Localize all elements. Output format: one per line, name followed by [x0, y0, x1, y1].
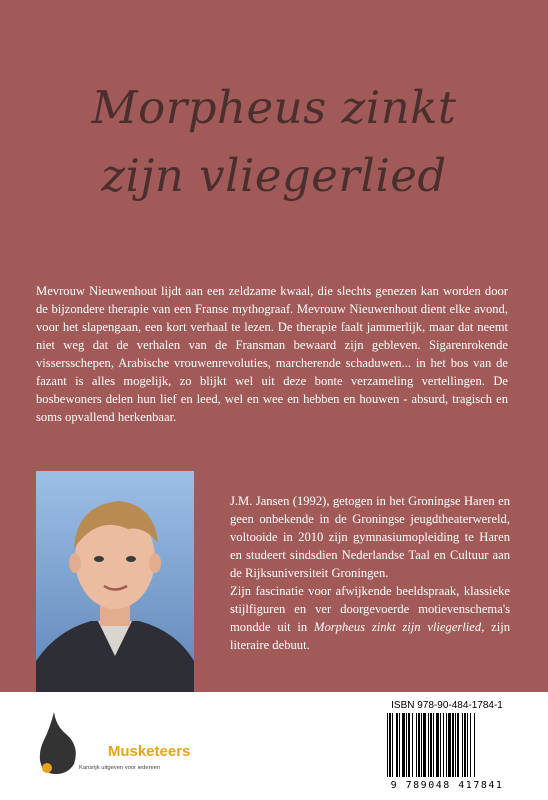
- author-bio-paragraph1: J.M. Jansen (1992), getogen in het Groningse Haren en geen onbekende in de Groningse jeugdtheaterwereld, voltooide in 2010 zijn gymnasiumopleiding te Haren en studeert sindsdien Nederlandse Taal en Cultuur aan de Rijksuniversiteit Groningen.: [230, 494, 510, 580]
- barcode-bar: [436, 713, 439, 777]
- barcode-bar: [428, 713, 429, 777]
- barcode-bar: [440, 713, 441, 777]
- barcode-bar: [408, 713, 410, 777]
- footer-strip: [0, 692, 548, 800]
- barcode-bar: [448, 713, 451, 777]
- barcode-bar: [406, 713, 407, 777]
- barcode-bar: [387, 713, 388, 777]
- author-photo: [36, 471, 194, 692]
- barcode-bar: [457, 713, 459, 777]
- author-bio-book-title: Morpheus zinkt zijn vliegerlied: [313, 620, 482, 634]
- ean-number: 9 789048 417841: [390, 780, 504, 791]
- barcode-bar: [421, 713, 422, 777]
- barcode-bar: [423, 713, 426, 777]
- barcode-bar: [430, 713, 432, 777]
- blurb-text: Mevrouw Nieuwenhout lijdt aan een zeldzame kwaal, die slechts genezen kan worden door de bijzondere therapie van een Franse mythograaf. Mevrouw Nieuwenhout dient elke avond, voor het slapengaan, een kort verhaal te lezen. De therapie faalt jammerlijk, maar dat neemt niet weg dat de verhalen van de Fransman bewaard zijn gebleven. Sigarenrokende vissersschepen, Arabische vrouwenrevoluties, marcherende schaduwen... in het bos van de fazant is alles mogelijk, zo blijkt wel uit deze bonte verzameling vertellingen. De bosbewoners delen hun lief en leed, wel en wee en hebben en houwen - absurd, tragisch en soms opvallend herkenbaar.: [36, 284, 508, 424]
- book-title-line1: Morpheus zinkt: [91, 81, 457, 134]
- isbn-number: ISBN 978-90-484-1784-1: [391, 700, 503, 711]
- author-bio-text-end: , zijn literaire debuut.: [230, 620, 511, 652]
- author-portrait-image: [36, 471, 194, 692]
- barcode-bar: [402, 713, 405, 777]
- barcode-bar: [446, 713, 447, 777]
- barcode-bar: [396, 713, 398, 777]
- barcode-bar: [474, 713, 475, 777]
- barcode-bar: [399, 713, 400, 777]
- barcode-bar: [389, 713, 391, 777]
- publisher-name-musketeers: Musketeers: [107, 743, 191, 760]
- barcode-bar: [455, 713, 456, 777]
- blurb: [36, 282, 508, 426]
- author-bio-text: Zijn fascinatie voor afwijkende beeldspraak, klassieke stijlfiguren en ver doorgevoerde motievenschema's mondde uit in: [230, 584, 510, 634]
- barcode-bar: [467, 713, 468, 777]
- book-title-line2: zijn vliegerlied: [101, 149, 447, 202]
- author-bio: [230, 492, 510, 654]
- barcode-bar: [443, 713, 444, 777]
- barcode-bar: [392, 713, 393, 777]
- book-title: [0, 74, 548, 210]
- barcode-bar: [452, 713, 454, 777]
- author-bio-paragraph2: [230, 582, 510, 654]
- publisher-logo: [36, 706, 191, 776]
- barcode-bar: [464, 713, 466, 777]
- publisher-name: [77, 743, 190, 760]
- barcode-bar: [470, 713, 471, 777]
- barcode-bar: [416, 713, 417, 777]
- barcode-bar: [412, 713, 413, 777]
- barcode-bars: [381, 713, 513, 783]
- publisher-name-free: Free: [77, 743, 108, 760]
- barcode-bar: [418, 713, 420, 777]
- barcode: [381, 700, 513, 794]
- barcode-bar: [433, 713, 434, 777]
- barcode-bar: [462, 713, 463, 777]
- publisher-tagline: Kansrijk uitgeven voor iedereen: [79, 765, 161, 771]
